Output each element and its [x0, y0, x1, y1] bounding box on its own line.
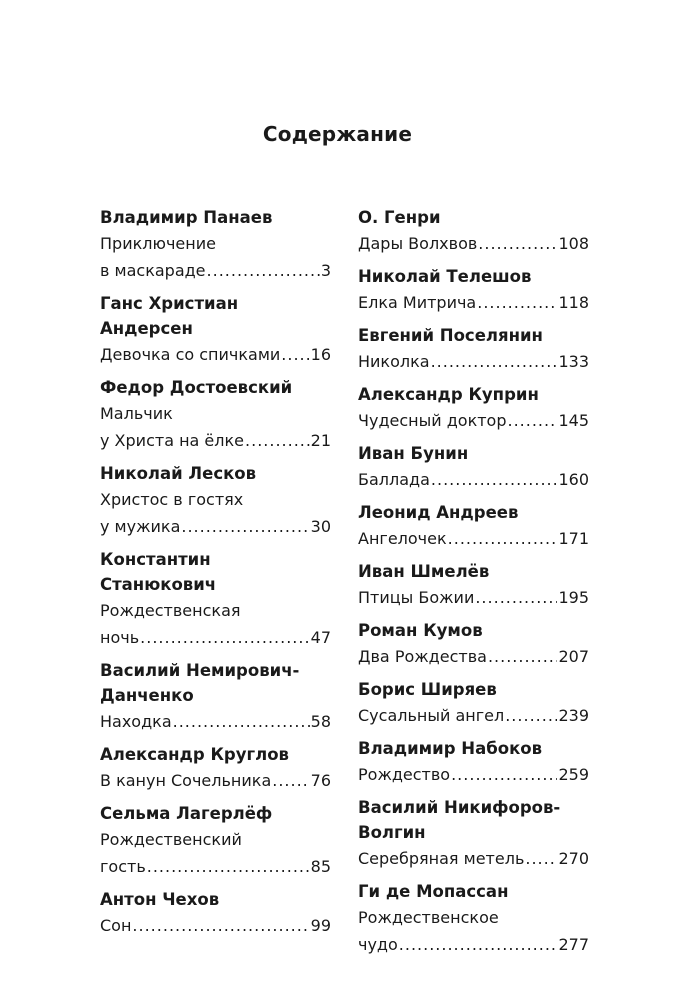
toc-entry	[358, 559, 589, 611]
work-title-last-line	[100, 708, 331, 735]
toc-entry	[358, 795, 589, 872]
dot-leader	[508, 407, 558, 434]
work-title	[100, 826, 331, 880]
page-number: 259	[558, 765, 589, 784]
page-number: 108	[558, 234, 589, 253]
work-title-last-line	[358, 407, 589, 434]
toc-entry	[358, 879, 589, 958]
dot-leader	[488, 643, 558, 670]
page-number: 145	[558, 411, 589, 430]
page-number: 133	[558, 352, 589, 371]
author-name: Николай Телешов	[358, 267, 532, 286]
dot-leader	[140, 624, 310, 651]
author-name: Роман Кумов	[358, 621, 483, 640]
work-title	[100, 912, 331, 939]
work-title	[358, 845, 589, 872]
dot-leader	[181, 513, 309, 540]
author-name: Ганс Христиан	[100, 294, 239, 313]
work-title-text: Чудесный доктор	[358, 411, 507, 430]
work-title-text: Рождество	[358, 765, 451, 784]
page-number: 277	[558, 935, 589, 954]
work-title-text: Два Рождества	[358, 647, 487, 666]
author-name: Волгин	[358, 823, 426, 842]
work-title	[100, 708, 331, 735]
page-number: 30	[310, 517, 331, 536]
work-title-last-line	[358, 466, 589, 493]
work-title	[358, 643, 589, 670]
dot-leader	[132, 912, 309, 939]
toc-entry	[358, 677, 589, 729]
author-name: Антон Чехов	[100, 890, 220, 909]
work-title-line: Рождественский	[100, 830, 242, 849]
dot-leader	[245, 427, 310, 454]
work-title-last-line	[358, 761, 589, 788]
dot-leader	[431, 466, 558, 493]
toc-entry	[100, 801, 331, 880]
work-title-line: Приключение	[100, 234, 216, 253]
work-title-text: Сон	[100, 916, 132, 935]
page-number: 21	[310, 431, 331, 450]
work-title-last-line	[100, 257, 331, 284]
page-number: 270	[558, 849, 589, 868]
work-title	[100, 597, 331, 651]
work-title-text: у мужика	[100, 517, 181, 536]
work-title-last-line	[100, 341, 331, 368]
work-title-text: у Христа на ёлке	[100, 431, 245, 450]
dot-leader	[207, 257, 320, 284]
work-title-text: Дары Волхвов	[358, 234, 478, 253]
work-title-last-line	[358, 584, 589, 611]
work-title	[358, 525, 589, 552]
toc-entry	[358, 382, 589, 434]
author-name: Федор Достоевский	[100, 378, 293, 397]
author-name: Константин	[100, 550, 211, 569]
work-title-text: В канун Сочельника	[100, 771, 272, 790]
author-name: Ги де Мопассан	[358, 882, 509, 901]
page-number: 16	[310, 345, 331, 364]
work-title-text: в маскараде	[100, 261, 206, 280]
page-number: 171	[558, 529, 589, 548]
work-title	[358, 702, 589, 729]
page-number: 195	[558, 588, 589, 607]
work-title-last-line	[100, 853, 331, 880]
author-name: Леонид Андреев	[358, 503, 519, 522]
page-number: 118	[558, 293, 589, 312]
work-title-line: Христос в гостях	[100, 490, 244, 509]
work-title-text: ночь	[100, 628, 140, 647]
toc-column-left	[100, 205, 331, 946]
work-title-text: Серебряная метель	[358, 849, 525, 868]
work-title-line: Мальчик	[100, 404, 173, 423]
work-title-last-line	[358, 702, 589, 729]
author-name: Василий Немирович-	[100, 661, 300, 680]
page-number: 239	[558, 706, 589, 725]
toc-entry	[358, 618, 589, 670]
work-title-text: Ангелочек	[358, 529, 447, 548]
toc-entry	[100, 291, 331, 368]
toc-entry	[358, 205, 589, 257]
work-title	[358, 289, 589, 316]
work-title-last-line	[358, 230, 589, 257]
work-title	[100, 486, 331, 540]
toc-entry	[358, 500, 589, 552]
author-name: Иван Бунин	[358, 444, 469, 463]
work-title-text: Николка	[358, 352, 430, 371]
work-title-last-line	[100, 624, 331, 651]
work-title-text: Птицы Божии	[358, 588, 475, 607]
dot-leader	[399, 931, 558, 958]
dot-leader	[475, 584, 557, 611]
work-title-text: Елка Митрича	[358, 293, 477, 312]
work-title-last-line	[100, 513, 331, 540]
work-title	[358, 466, 589, 493]
work-title-last-line	[358, 525, 589, 552]
work-title-last-line	[100, 912, 331, 939]
toc-entry	[100, 205, 331, 284]
work-title-text: Баллада	[358, 470, 430, 489]
work-title-line: Рождественское	[358, 908, 499, 927]
author-name: Станюкович	[100, 575, 217, 594]
work-title-text: гость	[100, 857, 146, 876]
author-name: Владимир Панаев	[100, 208, 273, 227]
toc-entry	[100, 658, 331, 735]
toc-entry	[358, 441, 589, 493]
toc-entry	[100, 461, 331, 540]
page-number: 99	[310, 916, 331, 935]
work-title	[100, 767, 331, 794]
dot-leader	[478, 230, 557, 257]
page-number: 58	[310, 712, 331, 731]
author-name: Владимир Набоков	[358, 739, 543, 758]
toc-entry	[100, 742, 331, 794]
author-name: Александр Круглов	[100, 745, 289, 764]
dot-leader	[505, 702, 557, 729]
toc-entry	[358, 323, 589, 375]
toc-entry	[100, 375, 331, 454]
page-number: 207	[558, 647, 589, 666]
work-title-text: Сусальный ангел	[358, 706, 505, 725]
toc-entry	[358, 736, 589, 788]
work-title	[358, 407, 589, 434]
toc-column-right	[358, 205, 589, 965]
author-name: Василий Никифоров-	[358, 798, 561, 817]
work-title-last-line	[358, 643, 589, 670]
dot-leader	[272, 767, 309, 794]
dot-leader	[431, 348, 558, 375]
page-number: 76	[310, 771, 331, 790]
work-title	[358, 348, 589, 375]
dot-leader	[147, 853, 310, 880]
work-title-last-line	[358, 931, 589, 958]
work-title-last-line	[358, 348, 589, 375]
page-title: Содержание	[262, 122, 413, 146]
dot-leader	[173, 708, 310, 735]
dot-leader	[281, 341, 309, 368]
work-title	[100, 341, 331, 368]
toc-entry	[100, 547, 331, 651]
toc-entry	[358, 264, 589, 316]
dot-leader	[525, 845, 557, 872]
work-title	[358, 584, 589, 611]
author-name: Андерсен	[100, 319, 193, 338]
work-title-text: Девочка со спичками	[100, 345, 281, 364]
author-name: Николай Лесков	[100, 464, 257, 483]
page-number: 3	[320, 261, 331, 280]
work-title	[358, 761, 589, 788]
work-title-text: Находка	[100, 712, 172, 731]
page-number: 85	[310, 857, 331, 876]
author-name: Евгений Поселянин	[358, 326, 543, 345]
author-name: Александр Куприн	[358, 385, 539, 404]
toc-entry	[100, 887, 331, 939]
dot-leader	[448, 525, 558, 552]
author-name: О. Генри	[358, 208, 441, 227]
work-title-last-line	[100, 427, 331, 454]
page-number: 47	[310, 628, 331, 647]
work-title-last-line	[358, 845, 589, 872]
page-number: 160	[558, 470, 589, 489]
work-title	[358, 904, 589, 958]
author-name: Борис Ширяев	[358, 680, 497, 699]
author-name: Сельма Лагерлёф	[100, 804, 273, 823]
work-title	[100, 400, 331, 454]
author-name: Иван Шмелёв	[358, 562, 490, 581]
author-name: Данченко	[100, 686, 194, 705]
work-title-line: Рождественская	[100, 601, 241, 620]
work-title-text: чудо	[358, 935, 398, 954]
work-title-last-line	[358, 289, 589, 316]
work-title-last-line	[100, 767, 331, 794]
work-title	[100, 230, 331, 284]
dot-leader	[477, 289, 557, 316]
dot-leader	[451, 761, 557, 788]
work-title	[358, 230, 589, 257]
